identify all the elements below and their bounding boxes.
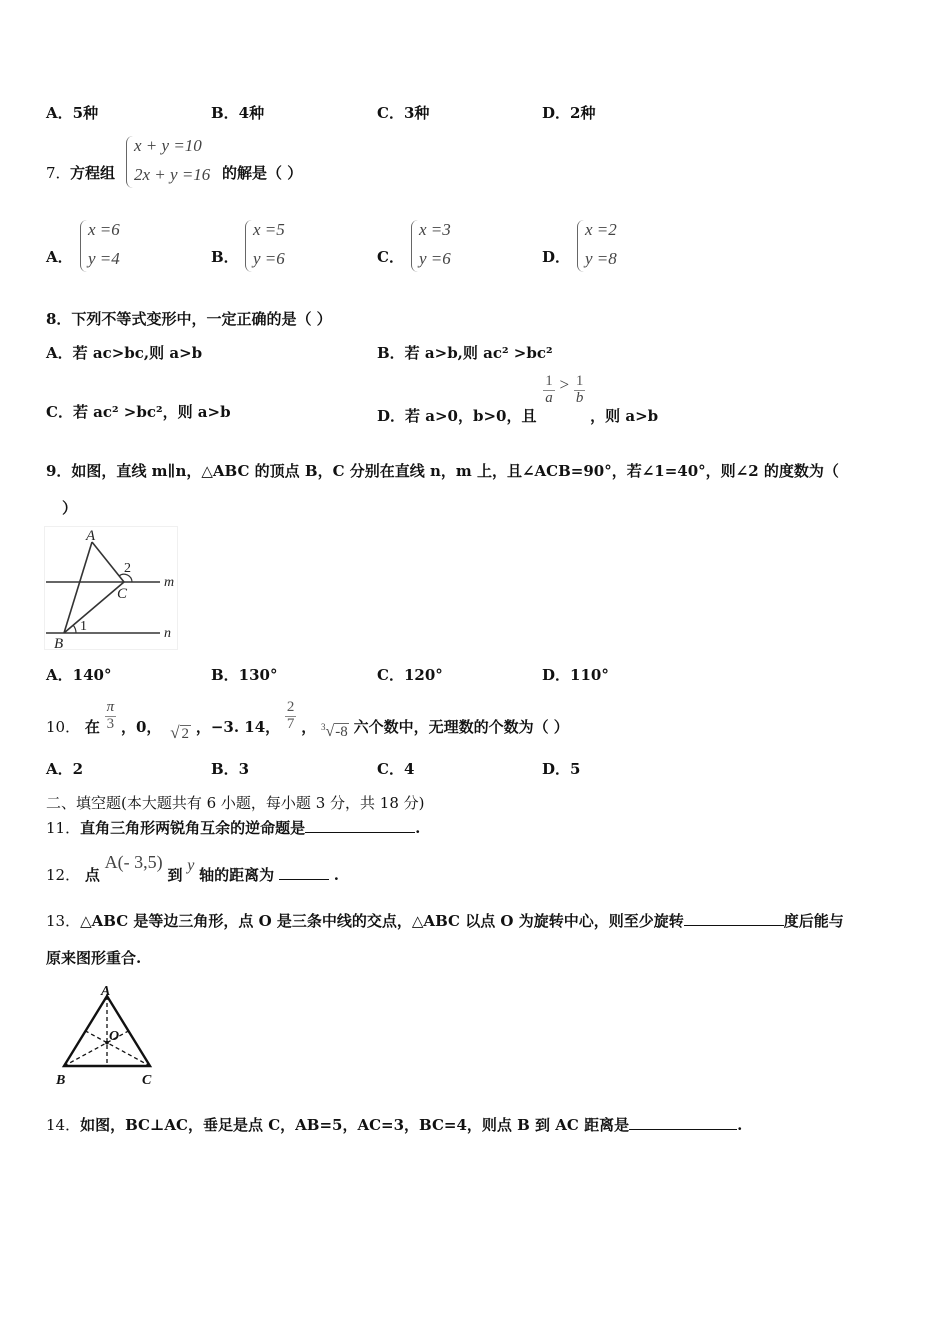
q7-option-d-letter: D． <box>542 248 571 266</box>
q10-option-b: B．3 <box>211 760 250 778</box>
q8-fraction-1-over-b <box>574 374 586 407</box>
radical-icon: √ <box>170 723 180 743</box>
q11-text: 直角三角形两锐角互余的逆命题是 <box>80 819 306 837</box>
q10-cube-root-index: 3 <box>321 722 326 733</box>
q8-fraction-2-numerator: 1 <box>575 373 584 389</box>
q8-fraction-1-numerator: 1 <box>545 373 553 389</box>
q11-end: . <box>415 819 421 837</box>
q12-axis: y <box>187 857 195 874</box>
q9-stem: 9．如图，直线 m∥n，△ABC 的顶点 B，C 分别在直线 n，m 上，且∠ACB=90°，若∠1=40°，则∠2 的度数为（ <box>46 462 839 480</box>
q13-line-2: 原来图形重合. <box>46 949 142 967</box>
q10-cube-root-radicand: -8 <box>335 724 348 741</box>
q7-system-brace <box>126 136 133 188</box>
q10-fraction-2-over-7 <box>285 700 297 733</box>
q8-fraction-1-over-a <box>543 374 555 407</box>
q10-post: 六个数中，无理数的个数为（ ） <box>353 718 569 737</box>
q8-fraction-1-denominator: a <box>545 389 553 406</box>
q12-question <box>46 852 339 886</box>
q13-text: △ABC 是等边三角形，点 O 是三条中线的交点，△ABC 以点 O 为旋转中心，则至少旋转 <box>80 912 684 930</box>
q9-label-angle-1: 1 <box>80 619 87 634</box>
q7-option-b-line2: y =6 <box>253 249 285 268</box>
q10-options <box>46 758 926 784</box>
q7-option-d-line2: y =8 <box>585 249 617 268</box>
q11-question <box>46 817 420 838</box>
q7-option-c-line2: y =6 <box>419 249 451 268</box>
q8-greater-sign: > <box>559 375 570 395</box>
q7-option-a-letter: A． <box>46 248 73 266</box>
q11-answer-blank[interactable] <box>305 818 415 833</box>
q8-option-a: A．若 ac>bc,则 a>b <box>46 344 203 362</box>
q9-label-c: C <box>117 586 128 602</box>
q7-option-d-brace <box>577 220 584 272</box>
q7-equation-1: x + y =10 <box>134 136 202 155</box>
q10-option-a: A．2 <box>46 760 84 778</box>
q10-fraction-denominator: 7 <box>286 715 295 732</box>
q9-label-a: A <box>86 528 96 544</box>
q9-label-angle-2: 2 <box>124 561 131 576</box>
q13-answer-blank[interactable] <box>684 911 784 926</box>
q10-decimal: ，−3. 14， <box>195 718 281 737</box>
q13-label-a: A <box>101 984 111 999</box>
q10-question <box>46 700 569 744</box>
q10-sqrt-2 <box>170 723 191 743</box>
q10-number: 10． <box>46 718 81 737</box>
q7-option-a-line2: y =4 <box>88 249 120 268</box>
q9-stem-end: ） <box>62 499 78 517</box>
q7-equation-2: 2x + y =16 <box>134 165 211 184</box>
q12-post: 轴的距离为 <box>199 866 275 884</box>
q9-option-d: D．110° <box>542 666 609 684</box>
q7-option-b-line1: x =5 <box>253 220 285 239</box>
q14-number: 14． <box>46 1116 81 1134</box>
q14-question <box>46 1114 742 1135</box>
q7-option-c-line1: x =3 <box>419 220 451 239</box>
q6-option-d: D．2种 <box>542 104 596 122</box>
q14-text: 如图，BC⊥AC，垂足是点 C，AB=5，AC=3，BC=4，则点 B 到 AC 距离是 <box>80 1116 630 1134</box>
q6-option-c: C．3种 <box>377 104 430 122</box>
q12-point: A(- 3,5) <box>104 852 163 872</box>
q9-options <box>46 664 926 690</box>
q6-option-a: A．5种 <box>46 104 99 122</box>
radical-icon: √ <box>325 723 335 741</box>
q7-option-b-brace <box>245 220 252 272</box>
q7-option-d-line1: x =2 <box>585 220 617 239</box>
q12-answer-blank[interactable] <box>279 865 329 880</box>
q7-option-c-brace <box>411 220 418 272</box>
q10-fraction-pi-over-3 <box>105 700 117 733</box>
q10-comma: ， <box>301 718 317 737</box>
q12-mid: 到 <box>167 866 183 884</box>
q7-option-a-line1: x =6 <box>88 220 120 239</box>
q8-option-d-after: ，则 a>b <box>590 407 659 426</box>
q8-option-d <box>377 374 658 424</box>
q7-option-c-letter: C． <box>377 248 404 266</box>
q7-option-b-letter: B． <box>211 248 239 266</box>
q12-pre: 点 <box>84 866 100 884</box>
q10-option-d: D．5 <box>542 760 581 778</box>
q7-stem-before: 方程组 <box>70 164 116 182</box>
q11-number: 11． <box>46 819 81 837</box>
q8-option-b: B．若 a>b,则 ac² >bc² <box>377 344 553 362</box>
q8-fraction-2-denominator: b <box>575 389 584 406</box>
section-2-title: 二、填空题(本大题共有 6 小题，每小题 3 分，共 18 分) <box>46 794 425 812</box>
q7-stem-after: 的解是（ ） <box>222 164 303 182</box>
q9-figure <box>44 526 178 650</box>
q10-zero: ，0， <box>120 718 162 737</box>
q14-end: . <box>737 1116 743 1134</box>
q13-label-o: O <box>109 1029 120 1044</box>
q10-option-c: C．4 <box>377 760 415 778</box>
q9-label-b: B <box>54 636 64 650</box>
q10-pi-denominator: 3 <box>106 715 115 732</box>
q13-question <box>46 910 844 931</box>
q13-label-c: C <box>142 1073 152 1088</box>
q14-answer-blank[interactable] <box>629 1115 737 1130</box>
q8-option-d-before: D．若 a>0，b>0，且 <box>377 407 537 426</box>
q9-label-m: m <box>164 575 175 590</box>
q10-fraction-numerator: 2 <box>286 699 295 715</box>
q13-text-end: 度后能与 <box>783 912 844 930</box>
q10-pre: 在 <box>84 718 100 737</box>
q10-pi-numerator: π <box>106 699 115 715</box>
q7-option-a-brace <box>80 220 87 272</box>
q12-number: 12． <box>46 866 81 884</box>
q9-label-n: n <box>164 626 171 641</box>
q8-option-c: C．若 ac² >bc²，则 a>b <box>46 403 231 421</box>
q6-options <box>46 102 926 128</box>
q9-option-c: C．120° <box>377 666 443 684</box>
q8-stem: 8．下列不等式变形中，一定正确的是（ ） <box>46 310 332 328</box>
q13-number: 13． <box>46 912 81 930</box>
q9-option-a: A．140° <box>46 666 112 684</box>
q6-option-b: B．4种 <box>211 104 265 122</box>
q10-cube-root <box>321 722 349 741</box>
q12-end: . <box>333 866 339 884</box>
q9-option-b: B．130° <box>211 666 278 684</box>
q7-number: 7． <box>46 164 71 182</box>
q13-triangle-figure <box>50 980 166 1090</box>
q10-sqrt-2-radicand: 2 <box>181 726 190 743</box>
q13-label-b: B <box>56 1073 66 1088</box>
